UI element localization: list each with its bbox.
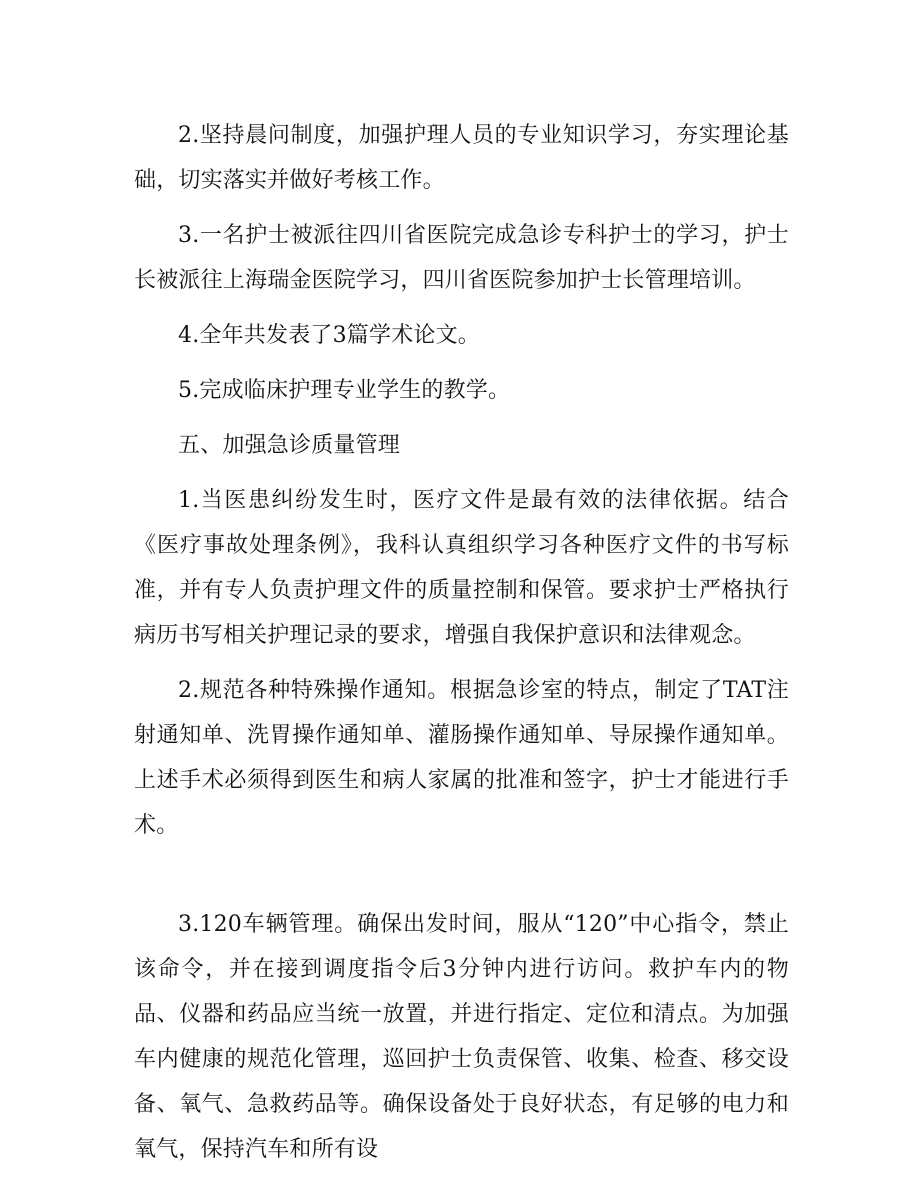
paragraph-training-system: 2.坚持晨问制度，加强护理人员的专业知识学习，夯实理论基础，切实落实并做好考核工作。 — [134, 123, 789, 193]
paragraph-nurse-training: 3.一名护士被派往四川省医院完成急诊专科护士的学习，护士长被派往上海瑞金医院学习，四川省医院参加护士长管理培训。 — [134, 223, 789, 293]
document-body — [134, 113, 789, 1182]
section-heading-quality: 五、加强急诊质量管理 — [178, 433, 401, 458]
paragraph-operation-notices: 2.规范各种特殊操作通知。根据急诊室的特点，制定了TAT注射通知单、洗胃操作通知单、灌肠操作通知单、导尿操作通知单。上述手术必须得到医生和病人家属的批准和签字，护士才能进行手术。 — [134, 678, 789, 838]
paragraph-vehicle-management: 3.120车辆管理。确保出发时间，服从“120”中心指令，禁止该命令，并在接到调度指令后3分钟内进行访问。救护车内的物品、仪器和药品应当统一放置，并进行指定、定位和清点。为加强车内健康的规范化管理，巡回护士负责保管、收集、检查、移交设备、氧气、急救药品等。确保设备处于良好状态，有足够的电力和氧气，保持汽车和所有设 — [134, 912, 789, 1162]
paragraph-medical-documents: 1.当医患纠纷发生时，医疗文件是最有效的法律依据。结合《医疗事故处理条例》，我科认真组织学习各种医疗文件的书写标准，并有专人负责护理文件的质量控制和保管。要求护士严格执行病历书写相关护理记录的要求，增强自我保护意识和法律观念。 — [134, 488, 789, 648]
paragraph-teaching: 5.完成临床护理专业学生的教学。 — [178, 378, 511, 403]
paragraph-papers: 4.全年共发表了3篇学术论文。 — [178, 323, 480, 348]
